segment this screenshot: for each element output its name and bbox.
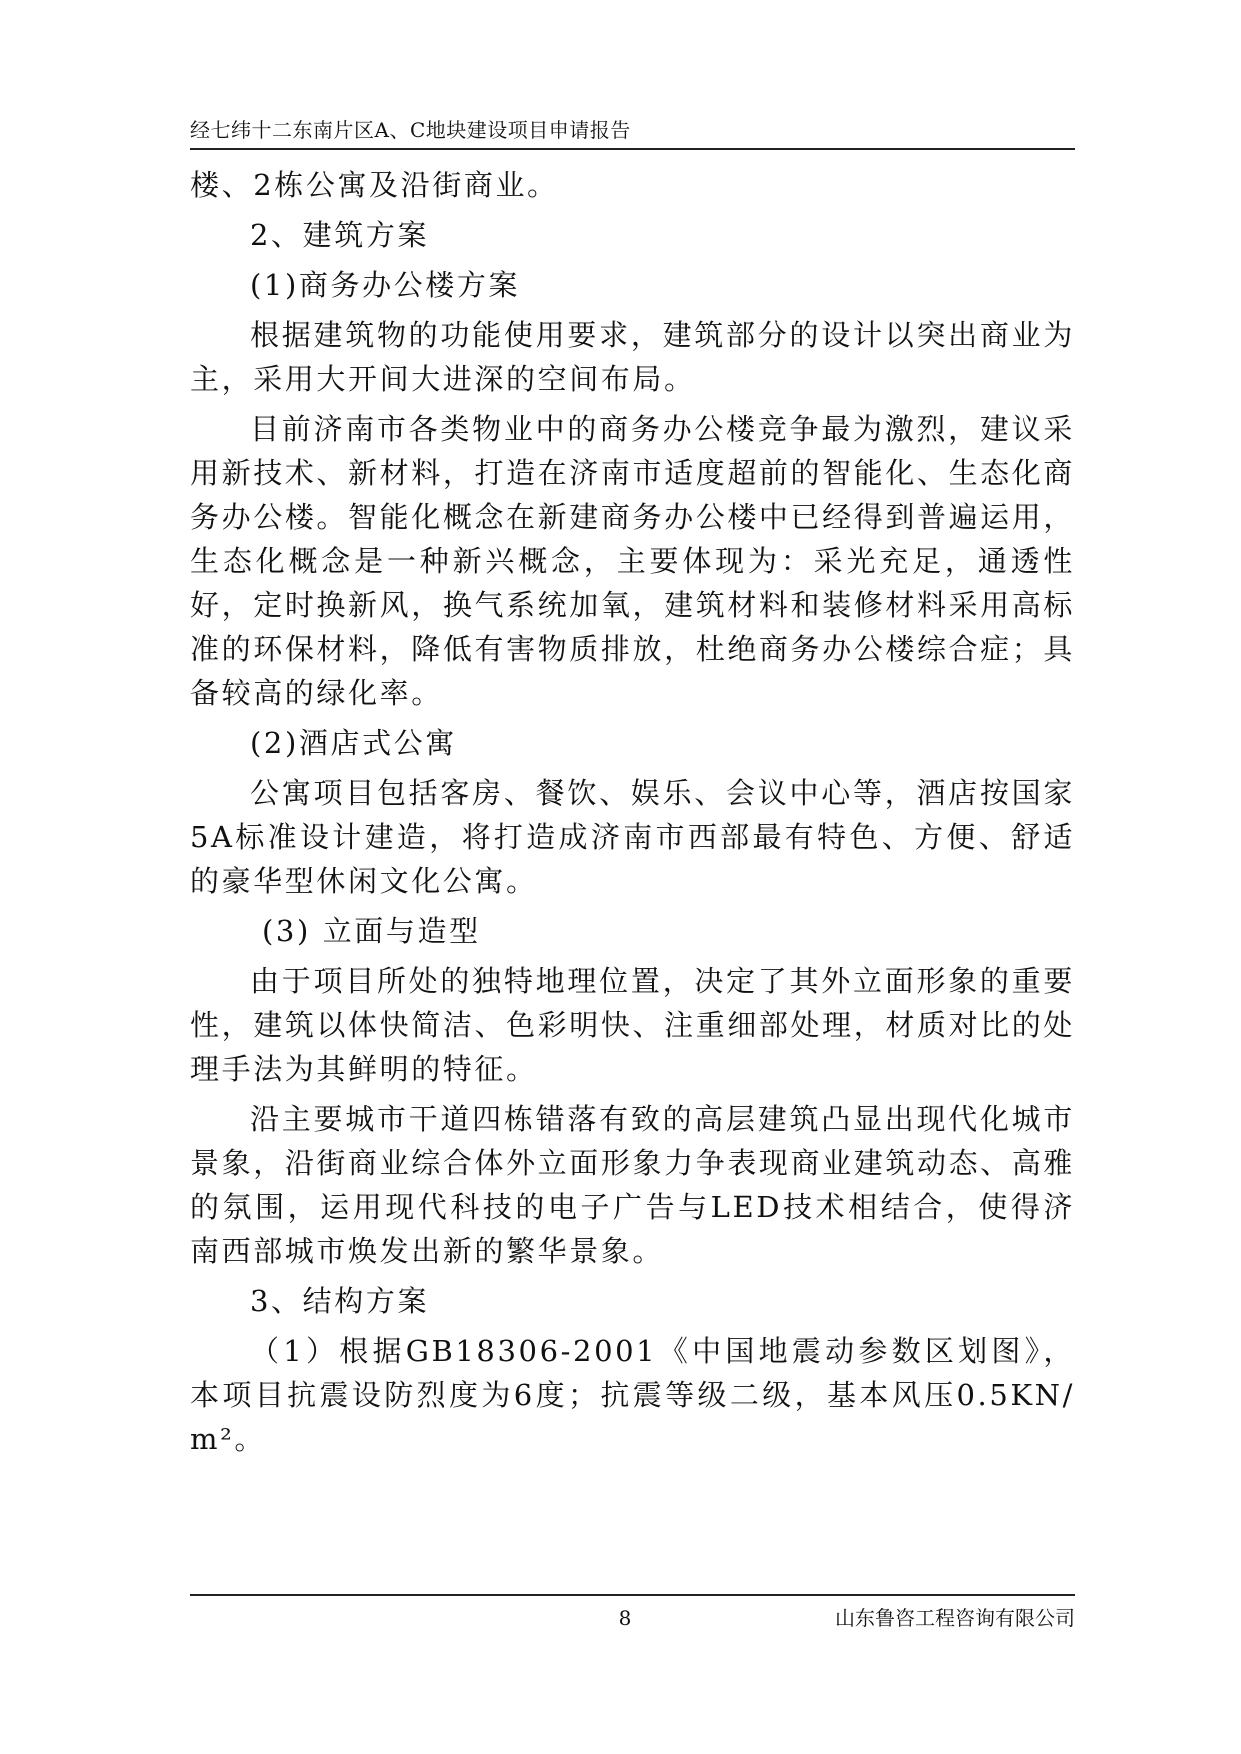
paragraph-seismic: （1）根据GB18306-2001《中国地震动参数区划图》，本项目抗震设防烈度为6度；抗震等级二级，基本风压0.5KN/ m²。 [190,1334,1075,1456]
paragraph-office-market: 目前济南市各类物业中的商务办公楼竞争最为激烈，建议采用新技术、新材料，打造在济南市适度超前的智能化、生态化商务办公楼。智能化概念在新建商务办公楼中已经得到普遍运用，生态化概念是一种新兴概念，主要体现为：采光充足，通透性好，定时换新风，换气系统加氧，建筑材料和装修材料采用高标准的环保材料，降低有害物质排放，杜绝商务办公楼综合症；具备较高的绿化率。 [190,412,1075,710]
page-header [190,112,1075,150]
company-name: 山东鲁咨工程咨询有限公司 [835,1606,1075,1630]
subheading-facade: (3) 立面与造型 [262,914,481,948]
footer-divider [190,1594,1075,1596]
paragraph-facade-cityscape: 沿主要城市干道四栋错落有致的高层建筑凸显出现代化城市景象，沿街商业综合体外立面形象力争表现商业建筑动态、高雅的氛围，运用现代科技的电子广告与LED技术相结合，使得济南西部城市焕发出新的繁华景象。 [190,1102,1075,1268]
section-heading-structure: 3、结构方案 [250,1284,430,1318]
document-body [190,163,1075,1467]
paragraph-apartment: 公寓项目包括客房、餐饮、娱乐、会议中心等，酒店按国家5A标准设计建造，将打造成济南市西部最有特色、方便、舒适的豪华型休闲文化公寓。 [190,776,1075,898]
report-title: 经七纬十二东南片区A、C地块建设项目申请报告 [190,118,631,142]
subheading-office-building: (1)商务办公楼方案 [250,268,521,302]
paragraph-facade-location: 由于项目所处的独特地理位置，决定了其外立面形象的重要性，建筑以体快简洁、色彩明快、注重细部处理，材质对比的处理手法为其鲜明的特征。 [190,964,1075,1086]
page-number: 8 [618,1606,632,1630]
subheading-hotel-apartment: (2)酒店式公寓 [250,726,457,760]
paragraph-continuation: 楼、2栋公寓及沿街商业。 [190,168,559,202]
section-heading-architecture: 2、建筑方案 [250,218,430,252]
paragraph-office-design: 根据建筑物的功能使用要求，建筑部分的设计以突出商业为主，采用大开间大进深的空间布局。 [190,318,1075,396]
